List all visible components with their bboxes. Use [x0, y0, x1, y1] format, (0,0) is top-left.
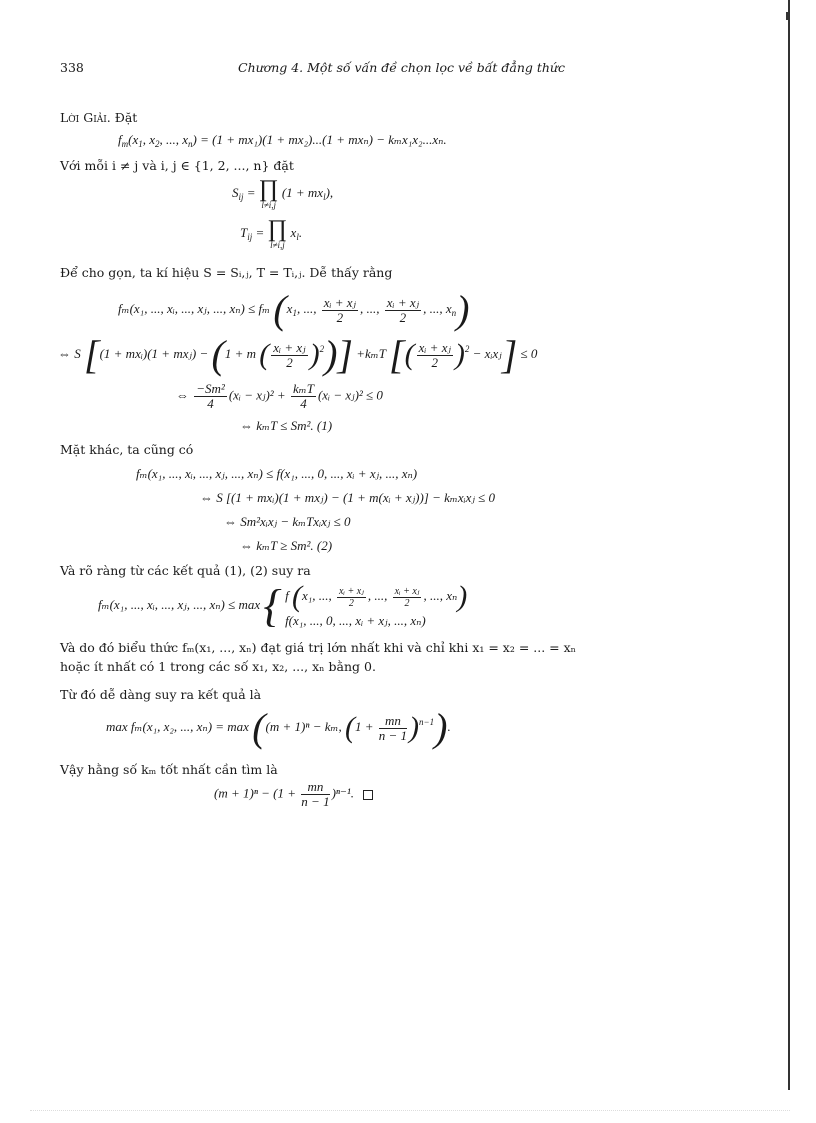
margin-tick: [786, 12, 788, 20]
S-sub: ij: [238, 191, 244, 202]
ineq2-den-a: 2: [286, 354, 293, 370]
ineq1-num-b: xᵢ + xⱼ: [386, 294, 420, 310]
inequality-6: ⇔ S [(1 + mxᵢ)(1 + mxⱼ) − (1 + m(xᵢ + xⱼ))] − kₘxᵢxⱼ ≤ 0: [200, 490, 496, 505]
solution-label: Lời Giải.: [60, 110, 111, 125]
final-lhs: max fₘ(x₁, x₂, ..., xₙ) = max: [106, 718, 249, 734]
ineq2-num-b: xᵢ + xⱼ: [418, 339, 451, 355]
final-a: (m + 1)ⁿ − kₘ,: [265, 718, 342, 734]
T-definition: $T_{ij}$ = ∏ l≠i,j $x_l$.: [240, 216, 303, 250]
definition-f: $f_m(x_1$, $x_2$, ..., $x_n) = (1 + mx_1)(1 + mx_2)...(1 + mx_n) - k_mx_1x_2...x_n$.: [118, 132, 447, 149]
product-limit-1: l≠i,j: [261, 200, 277, 210]
conclusion-line-1: Và do đó biểu thức fₘ(x₁, ..., xₙ) đạt giá trị lớn nhất khi và chỉ khi x₁ = x₂ = ... = xₙ: [60, 640, 577, 655]
ineq1-num-a: xᵢ + xⱼ: [323, 294, 356, 310]
answer-b: )ⁿ⁻¹.: [331, 785, 355, 801]
define-word: Đặt: [114, 110, 138, 125]
ineq2-c: 1 + m: [224, 345, 257, 361]
final-answer: [214, 780, 373, 809]
conclusion-line-2: hoặc ít nhất có 1 trong các số x₁, x₂, ..., xₙ bằng 0.: [60, 659, 376, 674]
ineq3-den2: 4: [300, 396, 307, 411]
answer-num: mn: [301, 780, 329, 795]
f-sub: m: [121, 139, 129, 149]
final-exp: n−1: [419, 716, 435, 727]
inequality-7: ⇔ Sm²xᵢxⱼ − kₘTxᵢxⱼ ≤ 0: [224, 514, 351, 529]
case1-d: , ..., xₙ: [423, 587, 458, 603]
qed-square-icon: [363, 790, 373, 800]
ineq3-num1: −Sm²: [196, 381, 225, 396]
case1-num-b: xᵢ + xⱼ: [394, 585, 420, 597]
product-symbol-1: ∏ l≠i,j: [258, 176, 279, 210]
inequality-1: fₘ(x₁, ..., xᵢ, ..., xⱼ, ..., xₙ) ≤ fₘ ($x_1$, ..., $\frac{\text{xᵢ + xⱼ}}{2}$ , ..., $\frac{\text{xᵢ + xⱼ}}{2}$ , ..., $x_n$): [118, 287, 470, 332]
so-best-line: Vậy hằng số kₘ tốt nhất cần tìm là: [60, 762, 278, 777]
ineq2-f: ≤ 0: [520, 345, 538, 361]
with-each-line: Với mỗi i ≠ j và i, j ∈ {1, 2, ..., n} đặt: [60, 158, 294, 173]
inequality-2: ⇔ S [(1 + mxᵢ)(1 + mxⱼ) − (1 + m ( $\frac{\text{xᵢ + xⱼ}}{2}$ )$^2$)] +kₘT [( $\frac{\text{xᵢ + xⱼ}}{2}$ )$^2$ − xᵢxⱼ] ≤ 0: [58, 332, 538, 377]
ineq1-lhs: fₘ(x₁, ..., xᵢ, ..., xⱼ, ..., xₙ) ≤ fₘ: [118, 300, 271, 316]
notation-line: Để cho gọn, ta kí hiệu S = Sᵢ,ⱼ, T = Tᵢ,ⱼ. Dễ thấy rằng: [60, 265, 393, 280]
ineq3-num2: kₘT: [292, 381, 314, 396]
f-symbol: f: [118, 132, 122, 147]
case1-c: , ...,: [367, 587, 388, 603]
case1-a: f: [285, 587, 289, 603]
f-rhs: ) = (1 + mx₁)(1 + mx₂)...(1 + mxₙ) − kₘx₁x₂...xₙ.: [192, 132, 447, 147]
inequality-5: fₘ(x₁, ..., xᵢ, ..., xⱼ, ..., xₙ) ≤ f(x₁, ..., 0, ..., xᵢ + xⱼ, ..., xₙ): [136, 466, 418, 481]
ineq3-c: (xᵢ − xⱼ)² ≤ 0: [317, 387, 383, 403]
ineq3-a: ⇔: [176, 387, 189, 403]
solution-intro: [60, 110, 137, 125]
final-den: n − 1: [378, 727, 408, 743]
ineq2-e: − xᵢxⱼ: [472, 345, 502, 361]
ineq2-b: (1 + mxᵢ)(1 + mxⱼ) −: [99, 345, 209, 361]
inequality-3: [176, 382, 383, 411]
answer-den: n − 1: [301, 794, 330, 809]
max-cases: fₘ(x₁, ..., xᵢ, ..., xⱼ, ..., xₙ) ≤ max { f (x₁, ..., $\frac{\text{xᵢ + xⱼ}}{2}$ , ..., $\frac{\text{xᵢ + xⱼ}}{2}$ , ..., xₙ) f(x₁, ..., 0, ..., xᵢ + xⱼ, ..., xₙ): [98, 580, 468, 631]
case1-b: x₁, ...,: [301, 587, 332, 603]
bottom-scan-edge: [30, 1110, 790, 1111]
inequality-4: ⇔ kₘT ≤ Sm². (1): [240, 418, 333, 433]
T-sub: ij: [247, 231, 253, 242]
product-symbol-2: ∏ l≠i,j: [267, 216, 288, 250]
right-margin-rule: [788, 0, 790, 1090]
f-args: (x: [128, 132, 139, 147]
case2: f(x₁, ..., 0, ..., xᵢ + xⱼ, ..., xₙ): [285, 613, 426, 628]
ineq3-b: (xᵢ − xⱼ)² +: [228, 387, 286, 403]
ineq3-den1: 4: [207, 396, 214, 411]
product-limit-2: l≠i,j: [270, 240, 285, 250]
from-there-line: Từ đó dễ dàng suy ra kết quả là: [60, 687, 262, 702]
ineq2-a: ⇔ S: [58, 345, 81, 361]
final-b: 1 +: [354, 718, 374, 734]
case1-num-a: xᵢ + xⱼ: [338, 585, 364, 597]
S-definition: $S_{ij}$ = ∏ l≠i,j $(1 + mx_l)$,: [232, 176, 334, 210]
ineq2-num-a: xᵢ + xⱼ: [273, 339, 306, 355]
ineq1-den-b: 2: [399, 309, 407, 325]
ineq2-d: +kₘT: [356, 345, 386, 361]
ineq1-den-a: 2: [336, 309, 344, 325]
S-rhs: (1 + mx: [281, 184, 324, 200]
T-symbol: T: [240, 224, 248, 240]
answer-a: (m + 1)ⁿ − (1 +: [214, 785, 297, 801]
clearly-line: Và rõ ràng từ các kết quả (1), (2) suy ra: [60, 563, 311, 578]
ineq2-den-b: 2: [431, 354, 438, 370]
T-rhs: x: [290, 224, 297, 240]
inequality-8: ⇔ kₘT ≥ Sm². (2): [240, 538, 333, 553]
final-max: max fₘ(x₁, x₂, ..., xₙ) = max ((m + 1)ⁿ − kₘ, (1 + $\frac{mn}{n - 1}$ )$^{n-1}$).: [106, 705, 451, 750]
S-symbol: S: [232, 184, 239, 200]
final-num: mn: [379, 714, 407, 729]
cases-block: f (x₁, ..., $\frac{\text{xᵢ + xⱼ}}{2}$ , ..., $\frac{\text{xᵢ + xⱼ}}{2}$ , ..., xₙ) f(x₁, ..., 0, ..., xᵢ + xⱼ, ..., xₙ): [285, 580, 468, 628]
running-title: Chương 4. Một số vấn đề chọn lọc về bất đẳng thức: [238, 60, 565, 75]
max-lhs: fₘ(x₁, ..., xᵢ, ..., xⱼ, ..., xₙ) ≤ max: [98, 596, 261, 612]
other-hand-line: Mặt khác, ta cũng có: [60, 442, 194, 457]
case1-den-a: 2: [348, 597, 354, 609]
page-number: 338: [60, 60, 84, 75]
case1-den-b: 2: [404, 597, 410, 609]
